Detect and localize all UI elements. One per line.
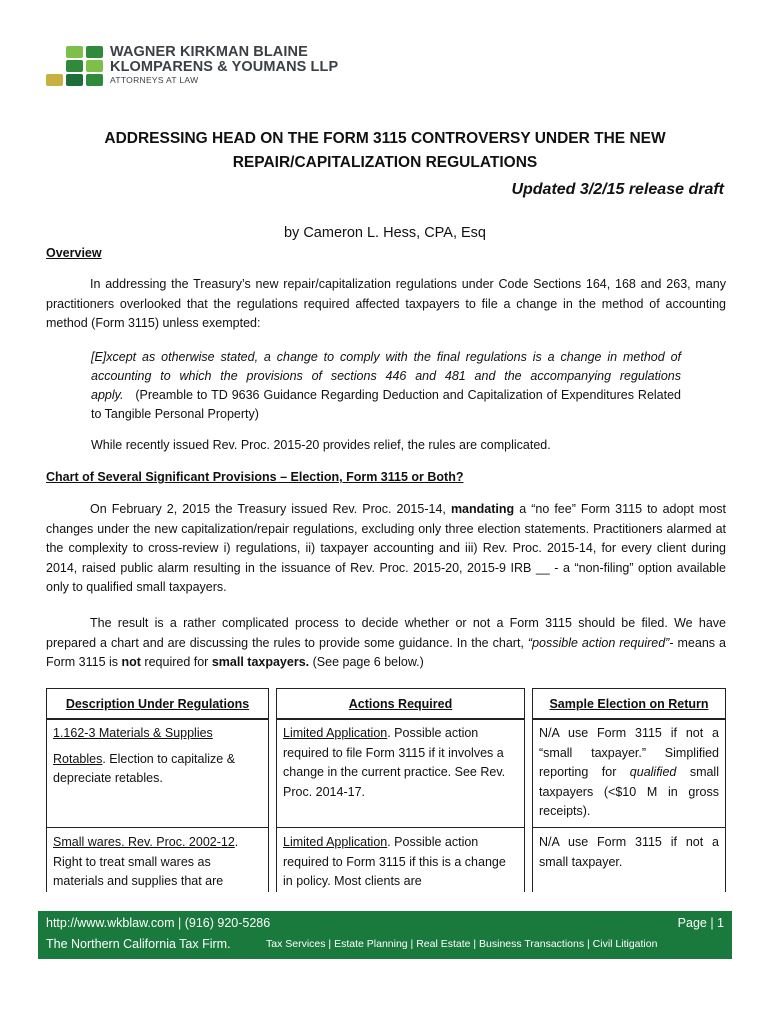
- header-label: Description Under Regulations: [65, 697, 250, 711]
- para-text: The result is a rather complicated process to decide whether or not a Form 3115 should be filed. We have prepared a chart and are discussing the rules to provide some guidance. In the chart,: [46, 616, 726, 650]
- column-sample: [532, 688, 726, 892]
- header-actions: [277, 688, 524, 720]
- cell-term: Limited Application: [283, 835, 388, 849]
- cell-text: N/A use Form 3115 if not a “small taxpayer.” Simplified reporting for: [539, 726, 719, 779]
- column-actions: [276, 688, 525, 892]
- cell-title: 1.162-3 Materials & Supplies: [53, 726, 213, 740]
- cell-italic: qualified: [629, 765, 677, 779]
- provisions-table: [46, 688, 726, 892]
- cell-text: N/A use Form 3115 if not a small taxpayer.: [539, 835, 719, 869]
- footer-contact[interactable]: http://www.wkblaw.com | (916) 920-5286: [46, 916, 271, 930]
- para-italic: “possible action required”: [527, 635, 670, 650]
- para-text: On February 2, 2015 the Treasury issued Rev. Proc. 2015-14,: [90, 502, 446, 516]
- header-label: Sample Election on Return: [549, 697, 709, 711]
- document-title-line1: ADDRESSING HEAD ON THE FORM 3115 CONTROVERSY UNDER THE NEW: [104, 130, 666, 147]
- para-text: a “no fee” Form 3115 to adopt most changes under the new capitalization/repair regulations, excluding only three election statements. Practitioners alarmed at the complexity to cross-review i) regulations, ii) taxpayer accounting and iii) Rev. Proc. 2015-14, for every client during 2014, raised public alarm resulting in the issuance of Rev. Proc. 2015-20, 2015-9 IRB __ - a “non-filing” option available only to qualified small taxpayers.: [46, 502, 726, 594]
- regulation-quote: [91, 348, 681, 424]
- page-number: Page | 1: [677, 916, 724, 930]
- updated-label: Updated 3/2/15 release draft: [511, 181, 724, 198]
- para-bold: small taxpayers.: [211, 655, 310, 669]
- quote-citation: (Preamble to TD 9636 Guidance Regarding Deduction and Capitalization of Expenditures Related to Tangible Personal Property): [91, 388, 682, 421]
- relief-sentence: While recently issued Rev. Proc. 2015-20 provides relief, the rules are complicated.: [91, 438, 551, 452]
- cell-term: Rotables: [53, 751, 103, 766]
- para-text: required for: [144, 655, 209, 669]
- para-bold: not: [121, 655, 141, 669]
- chart-section-heading: Chart of Several Significant Provisions – Election, Form 3115 or Both?: [46, 470, 464, 484]
- footer-services: Tax Services | Estate Planning | Real Estate | Business Transactions | Civil Litigation: [266, 938, 658, 950]
- table-cell: [47, 718, 268, 827]
- overview-paragraph: In addressing the Treasury’s new repair/capitalization regulations under Code Sections 164, 168 and 263, many practitioners overlooked that the regulations required affected taxpayers to file a change in the method of accounting method (Form 3115) unless exempted:: [46, 277, 726, 330]
- firm-name-line2: KLOMPARENS & YOUMANS LLP: [110, 59, 339, 75]
- header-label: Actions Required: [348, 697, 453, 711]
- cell-text: . Election to capitalize & depreciate retables.: [53, 751, 236, 785]
- page-footer: [38, 911, 732, 959]
- byline: by Cameron L. Hess, CPA, Esq: [283, 225, 486, 241]
- table-cell: [47, 827, 268, 892]
- cell-text: . Possible action required to file Form 3115 if it involves a change in the current practice. See Rev. Proc. 2014-17.: [283, 726, 506, 799]
- cell-text: small taxpayers (<$10 M in gross receipts).: [539, 765, 719, 818]
- para-text: (See page 6 below.): [312, 655, 424, 669]
- para-text: - means a Form 3115 is: [46, 635, 726, 669]
- document-title-line2: REPAIR/CAPITALIZATION REGULATIONS: [232, 154, 538, 171]
- cell-term: Limited Application: [283, 726, 388, 740]
- rev-proc-paragraph: [46, 500, 726, 598]
- table-cell: [533, 827, 725, 892]
- cell-text: . Possible action required to Form 3115 if this is a change in policy. Most clients are: [283, 835, 506, 888]
- logo-mark-icon: [46, 45, 106, 87]
- result-paragraph: [46, 614, 726, 673]
- cell-term: Small wares. Rev. Proc. 2002-12: [53, 835, 235, 849]
- firm-tagline: ATTORNEYS AT LAW: [110, 75, 199, 85]
- quote-italic: [E]xcept as otherwise stated, a change to comply with the final regulations is a change in method of accounting to which the provisions of sections 446 and 481 and the accompanying regulations apply.: [91, 350, 681, 402]
- column-description: [46, 688, 269, 892]
- header-description: [47, 688, 268, 720]
- footer-tagline: The Northern California Tax Firm.: [46, 937, 231, 951]
- firm-name-line1: WAGNER KIRKMAN BLAINE: [110, 44, 308, 60]
- para-bold: mandating: [450, 502, 515, 516]
- overview-heading: Overview: [46, 246, 102, 260]
- table-cell: [533, 718, 725, 827]
- table-cell: [277, 718, 524, 827]
- cell-text: . Right to treat small wares as materials and supplies that are: [53, 835, 239, 888]
- header-sample: [533, 688, 725, 720]
- table-cell: [277, 827, 524, 892]
